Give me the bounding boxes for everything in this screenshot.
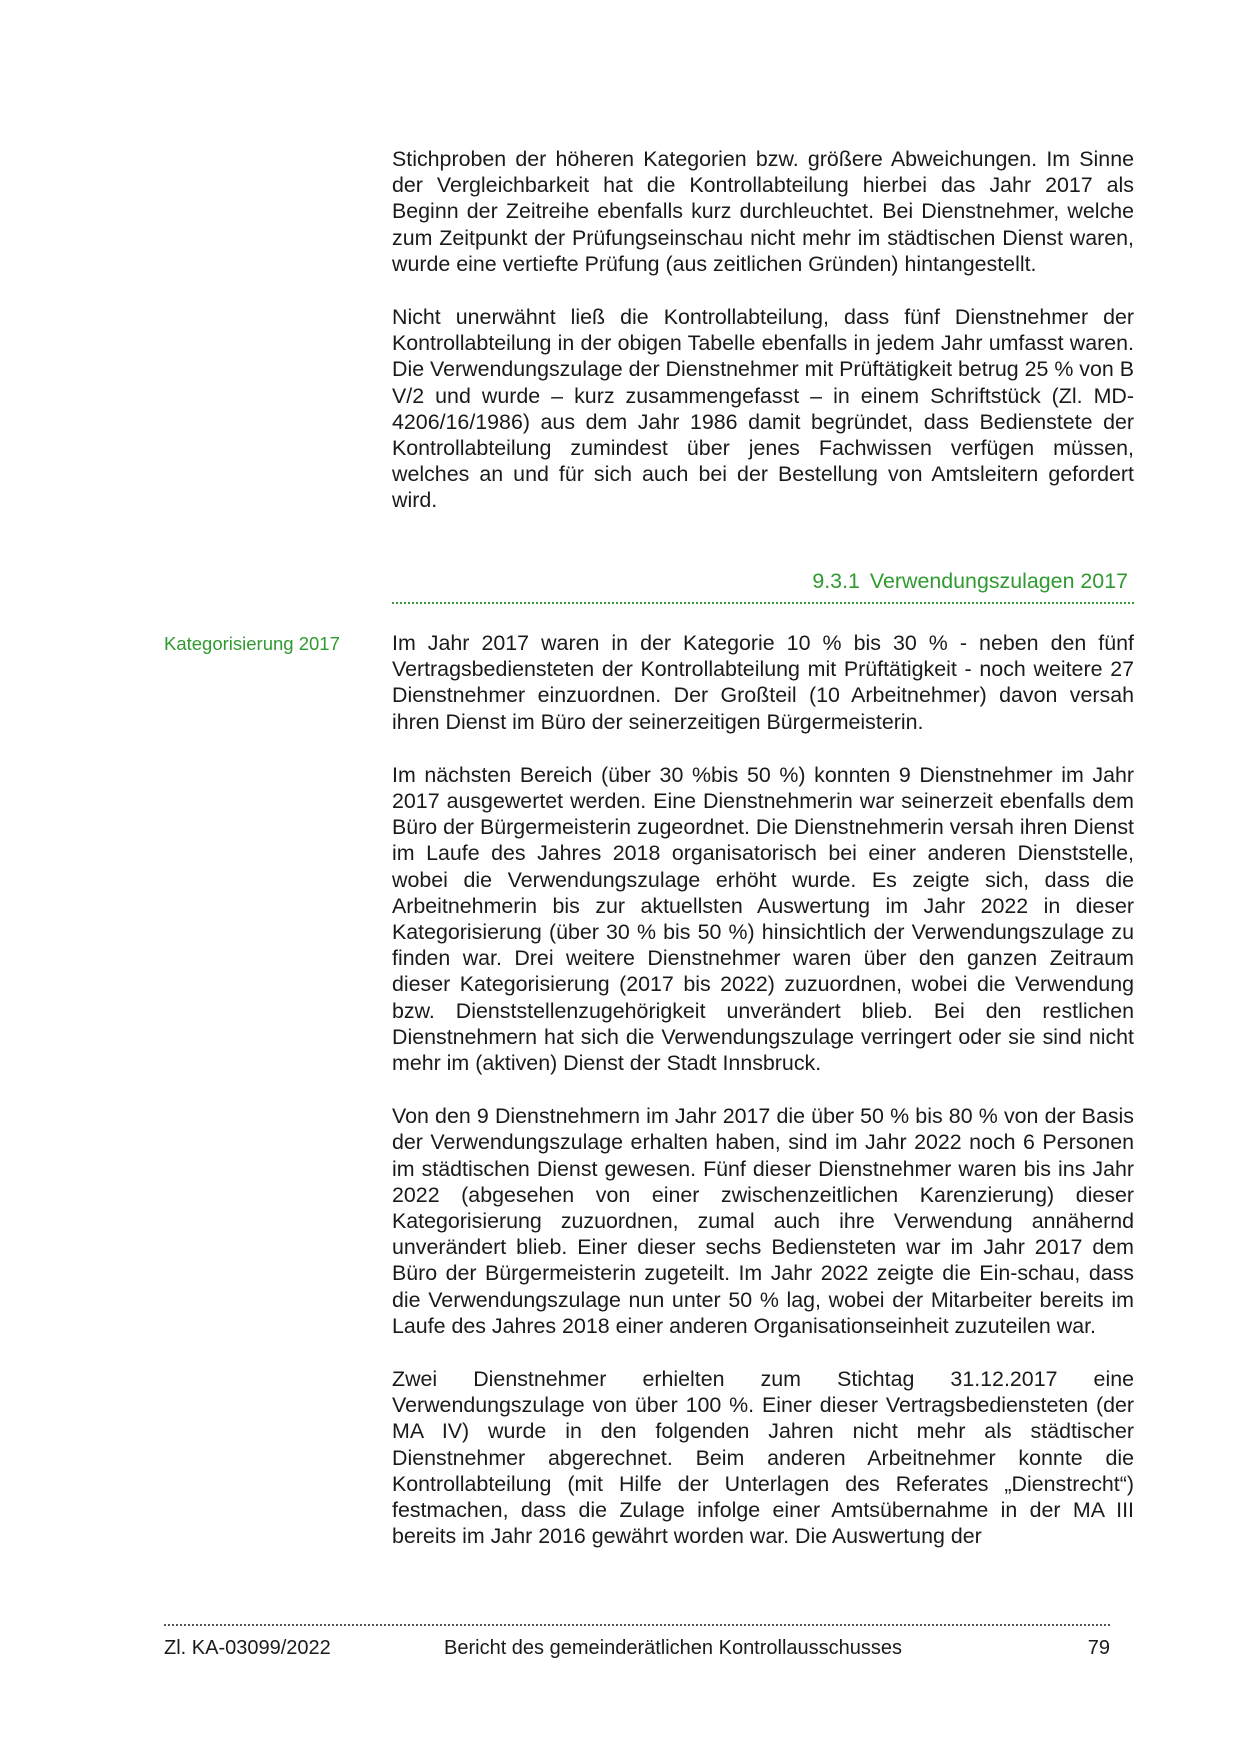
section-title: Verwendungszulagen 2017 — [869, 569, 1128, 593]
paragraph-4: Im nächsten Bereich (über 30 %bis 50 %) konnten 9 Dienstnehmer im Jahr 2017 ausgewertet werden. Eine Dienstnehmerin war seinerzeit ebenfalls dem Büro der Bürgermeisterin zugeordnet. Die Dienstnehmerin versah ihren Dienst im Laufe des Jahres 2018 organisatorisch bei einer anderen Dienststelle, wobei die Verwendungszulage erhöht wurde. Es zeigte sich, dass die Arbeitnehmerin bis zur aktuellsten Auswertung im Jahr 2022 in dieser Kategorisierung (über 30 % bis 50 %) hinsichtlich der Verwendungszulage zu finden war. Drei weitere Dienstnehmer waren über den ganzen Zeitraum dieser Kategorisierung (2017 bis 2022) zuzuordnen, wobei die Verwendung bzw. Dienststellenzugehörigkeit unverändert blieb. Bei den restlichen Dienstnehmern hat sich die Verwendungszulage verringert oder sie sind nicht mehr im (aktiven) Dienst der Stadt Innsbruck. — [392, 762, 1134, 1076]
footer-reference: Zl. KA-03099/2022 — [164, 1637, 331, 1659]
body-block-top — [392, 146, 1134, 514]
page-number: 79 — [1087, 1637, 1110, 1659]
paragraph-2: Nicht unerwähnt ließ die Kontrollabteilung, dass fünf Dienstnehmer der Kontrollabteilung in der obigen Tabelle ebenfalls in jedem Jahr umfasst waren. Die Verwendungszulage der Dienstnehmer mit Prüftätigkeit betrug 25 % von B V/2 und wurde – kurz zusammengefasst – in einem Schriftstück (Zl. MD-4206/16/1986) aus dem Jahr 1986 damit begründet, dass Bedienstete der Kontrollabteilung zumindest über jenes Fachwissen verfügen müssen, welches an und für sich auch bei der Bestellung von Amtsleitern gefordert wird. — [392, 305, 1134, 513]
section-heading — [392, 569, 1134, 594]
margin-note: Kategorisierung 2017 — [164, 633, 340, 654]
paragraph-5: Von den 9 Dienstnehmern im Jahr 2017 die über 50 % bis 80 % von der Basis der Verwendungszulage erhalten haben, sind im Jahr 2022 noch 6 Personen im städtischen Dienst gewesen. Fünf dieser Dienstnehmer waren bis ins Jahr 2022 (abgesehen von einer zwischenzeitlichen Karenzierung) dieser Kategorisierung zuzuordnen, zumal auch ihre Verwendung annähernd unverändert blieb. Einer dieser sechs Bediensteten war im Jahr 2017 dem Büro der Bürgermeisterin zugeteilt. Im Jahr 2022 zeigte die Ein-schau, dass die Verwendungszulage nun unter 50 % lag, wobei der Mitarbeiter bereits im Laufe des Jahres 2018 einer anderen Organisationseinheit zuzuteilen war. — [392, 1104, 1134, 1338]
footer-title: Bericht des gemeinderätlichen Kontrollausschusses — [444, 1637, 903, 1659]
section-number: 9.3.1 — [812, 569, 860, 593]
paragraph-1: Stichproben der höheren Kategorien bzw. größere Abweichungen. Im Sinne der Vergleichbarkeit hat die Kontrollabteilung hierbei das Jahr 2017 als Beginn der Zeitreihe ebenfalls kurz durchleuchtet. Bei Dienstnehmer, welche zum Zeitpunkt der Prüfungseinschau nicht mehr im städtischen Dienst waren, wurde eine vertiefte Prüfung (aus zeitlichen Gründen) hintangestellt. — [392, 147, 1134, 276]
paragraph-6: Zwei Dienstnehmer erhielten zum Stichtag 31.12.2017 eine Verwendungszulage von über 100 %. Einer dieser Vertragsbediensteten (der MA IV) wurde in den folgenden Jahren nicht mehr als städtischer Dienstnehmer abgerechnet. Beim anderen Arbeitnehmer konnte die Kontrollabteilung (mit Hilfe der Unterlagen des Referates „Dienstrecht“) festmachen, dass die Zulage infolge einer Amtsübernahme in der MA III bereits im Jahr 2016 gewährt worden war. Die Auswertung der — [392, 1367, 1134, 1549]
paragraph-3: Im Jahr 2017 waren in der Kategorie 10 % bis 30 % - neben den fünf Vertragsbediensteten der Kontrollabteilung mit Prüftätigkeit - noch weitere 27 Dienstnehmer einzuordnen. Der Großteil (10 Arbeitnehmer) davon versah ihren Dienst im Büro der seinerzeitigen Bürgermeisterin. — [392, 631, 1134, 734]
section-divider — [392, 602, 1134, 604]
body-block-main — [392, 630, 1134, 1550]
footer-divider — [164, 1624, 1110, 1626]
